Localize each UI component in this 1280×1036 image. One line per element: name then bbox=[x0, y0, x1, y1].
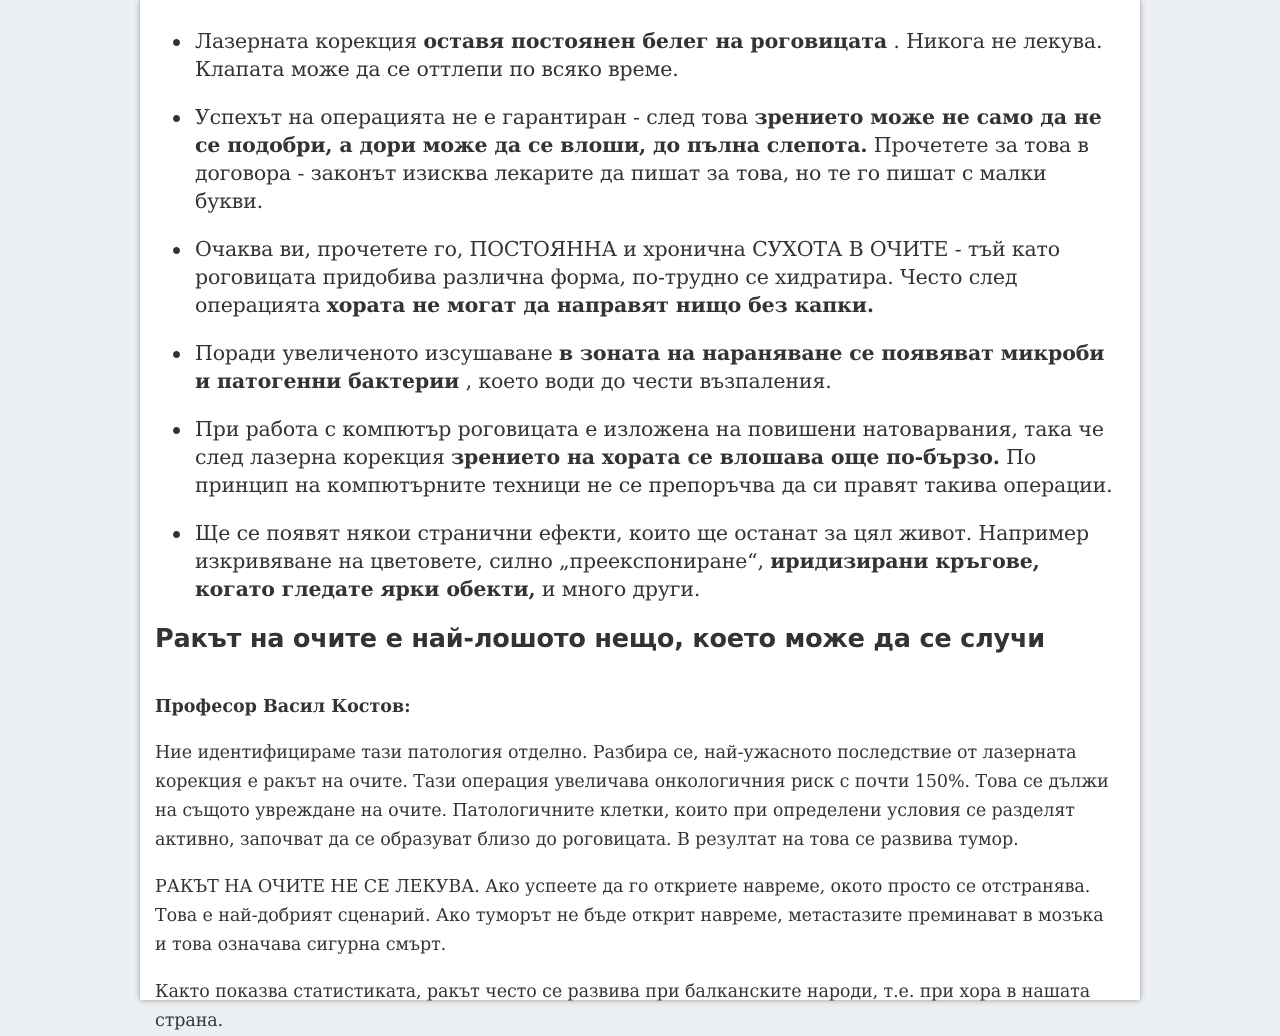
list-item-text: Лазерната корекция bbox=[195, 29, 424, 53]
list-item-text: . Никога не лекува. Клапата може да се оттлепи по всяко време. bbox=[195, 29, 1103, 81]
paragraph: Ние идентифицираме тази патология отделно. Разбира се, най-ужасното последствие от лазерната корекция е ракът на очите. Тази операция увеличава онкологичния риск с почти 150%. Това се дължи на същото увреждане на очите. Патологичните клетки, които при определени условия се разделят активно, започват да се образуват близо до роговицата. В резултат на това се развива тумор. bbox=[155, 743, 1109, 850]
author-name: Професор Васил Костов: bbox=[155, 697, 411, 717]
list-item-bold-text: зрението може не само да не се подобри, а дори може да се влоши, до пълна слепота. bbox=[195, 105, 1102, 157]
list-item bbox=[155, 103, 1140, 215]
list-item-text: При работа с компютър роговицата е изложена на повишени натоварвания, така че след лазерна корекция bbox=[195, 417, 1104, 469]
list-item-text: , което води до чести възпаления. bbox=[459, 369, 832, 393]
bullet-icon bbox=[173, 531, 180, 538]
list-item-bold-text: в зоната на нараняване се появяват микроби и патогенни бактерии bbox=[195, 341, 1105, 393]
list-item-text: Ще се появят някои странични ефекти, които ще останат за цял живот. Например изкривяване на цветовете, силно „преекспониране“, bbox=[195, 521, 1089, 573]
list-item-bold-text: иридизирани кръгове, когато гледате ярки обекти, bbox=[195, 549, 1040, 601]
paragraph: Както показва статистиката, ракът често се развива при балканските народи, т.е. при хора в нашата страна. bbox=[155, 982, 1091, 1031]
bullet-icon bbox=[173, 115, 180, 122]
bullet-icon bbox=[173, 39, 180, 46]
list-item-bold-text: оставя постоянен белег на роговицата bbox=[423, 29, 887, 53]
list-item-text: По принцип на компютърните техници не се препоръчва да си правят такива операции. bbox=[195, 445, 1113, 497]
bullet-icon bbox=[173, 351, 180, 358]
list-item bbox=[155, 339, 1140, 395]
list-item-bold-text: зрението на хората се влошава още по-бързо. bbox=[451, 445, 1000, 469]
list-item-bold-text: хората не могат да направят нищо без капки. bbox=[326, 293, 874, 317]
bullet-icon bbox=[173, 247, 180, 254]
list-item bbox=[155, 235, 1140, 319]
list-item bbox=[155, 415, 1140, 499]
bullet-icon bbox=[173, 427, 180, 434]
list-item-text: Поради увеличеното изсушаване bbox=[195, 341, 559, 365]
list-item-text: и много други. bbox=[535, 577, 701, 601]
paragraph: РАКЪТ НА ОЧИТЕ НЕ СЕ ЛЕКУВА. Ако успеете да го откриете навреме, окото просто се отстранява. Това е най-добрият сценарий. Ако туморът не бъде открит навреме, метастазите преминават в мозъка и това означава сигурна смърт. bbox=[155, 877, 1104, 955]
list-item bbox=[155, 519, 1140, 603]
list-item bbox=[155, 27, 1140, 83]
list-item-text: Успехът на операцията не е гарантиран - след това bbox=[195, 105, 755, 129]
list-item-text: Очаква ви, прочетете го, ПОСТОЯННА и хронична СУХОТА В ОЧИТЕ - тъй като роговицата придобива различна форма, по-трудно се хидратира. Често след операцията bbox=[195, 237, 1060, 317]
article-page bbox=[140, 0, 1140, 1031]
list-item-text: Прочетете за това в договора - законът изисква лекарите да пишат за това, но те го пишат с малки букви. bbox=[195, 133, 1089, 213]
risks-list bbox=[155, 0, 1140, 603]
section-title: Ракът на очите е най-лошото нещо, което може да се случи bbox=[155, 624, 1045, 654]
